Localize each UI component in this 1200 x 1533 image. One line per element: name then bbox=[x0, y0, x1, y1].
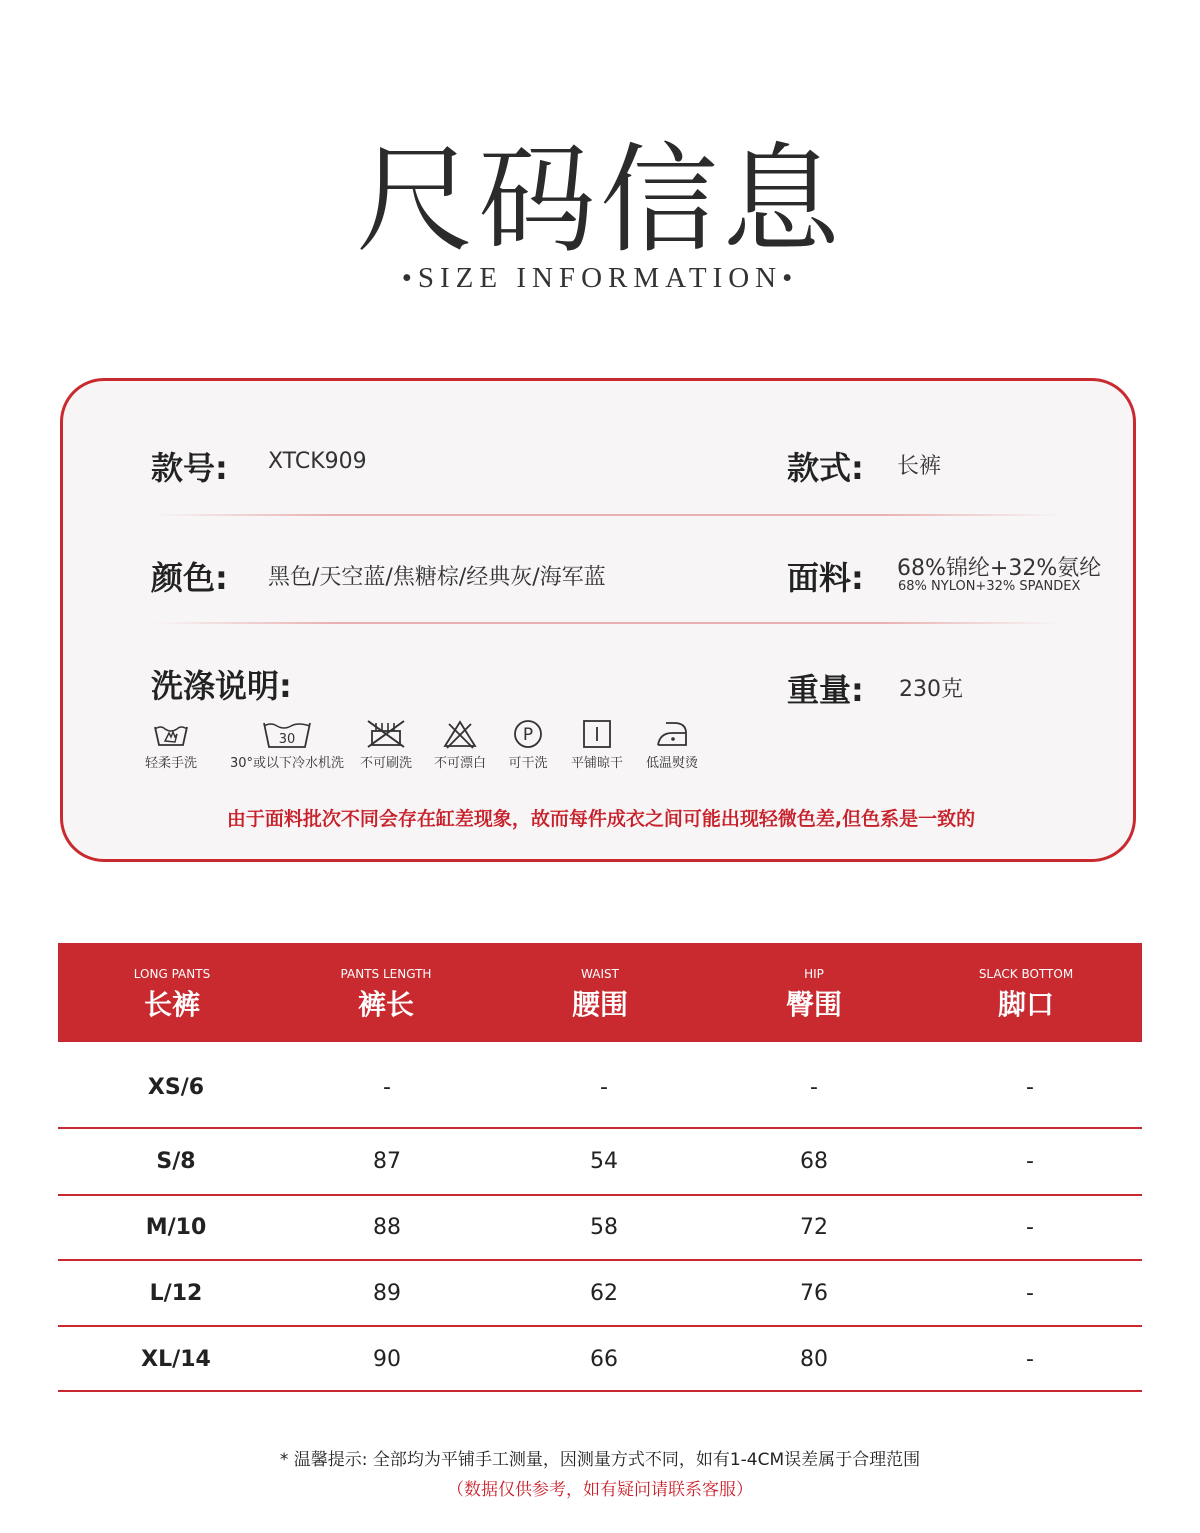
care-label: 不可刷洗 bbox=[359, 756, 412, 771]
care-label: 轻柔手洗 bbox=[144, 756, 197, 771]
low-iron-icon bbox=[652, 719, 692, 749]
weight-label: 重量: bbox=[787, 671, 864, 709]
table-row bbox=[58, 1327, 1142, 1392]
care-label: 平铺晾干 bbox=[570, 756, 623, 771]
header-slack-bottom bbox=[918, 943, 1134, 1023]
header-en: HIP bbox=[804, 967, 824, 981]
table-cell: 90 bbox=[373, 1347, 401, 1372]
size-cell: S/8 bbox=[156, 1149, 196, 1174]
table-cell: - bbox=[1026, 1281, 1034, 1306]
header-en: LONG PANTS bbox=[133, 967, 211, 981]
style-value: 长裤 bbox=[897, 454, 942, 479]
weight-value: 230克 bbox=[899, 677, 963, 702]
header-en: PANTS LENGTH bbox=[340, 967, 432, 981]
wash-label: 洗涤说明: bbox=[151, 667, 292, 705]
size-cell: XS/6 bbox=[147, 1075, 205, 1100]
size-table-header bbox=[58, 943, 1142, 1042]
care-label: 不可漂白 bbox=[433, 756, 486, 771]
table-cell: 80 bbox=[800, 1347, 828, 1372]
machine-wash-30-icon bbox=[261, 719, 313, 749]
no-bleach-icon bbox=[442, 719, 478, 749]
table-cell: - bbox=[383, 1075, 391, 1100]
header-en: WAIST bbox=[581, 967, 619, 981]
care-label: 低温熨烫 bbox=[645, 756, 698, 771]
size-cell: L/12 bbox=[149, 1281, 203, 1306]
size-cell: XL/14 bbox=[141, 1347, 211, 1372]
table-cell: 54 bbox=[590, 1149, 618, 1174]
care-item-hand-wash bbox=[121, 719, 221, 771]
fabric-value-en: 68% NYLON+32% SPANDEX bbox=[898, 579, 1081, 594]
dry-clean-p-icon bbox=[511, 719, 545, 749]
style-no-value: XTCK909 bbox=[268, 449, 367, 474]
style-no-label: 款号: bbox=[151, 449, 228, 487]
table-cell: - bbox=[810, 1075, 818, 1100]
hand-wash-icon bbox=[151, 719, 191, 749]
table-row bbox=[58, 1261, 1142, 1327]
header-long-pants bbox=[64, 943, 280, 1023]
header-waist bbox=[492, 943, 708, 1023]
table-cell: - bbox=[1026, 1347, 1034, 1372]
care-label: 可干洗 bbox=[508, 756, 548, 771]
measurement-tip: * 温馨提示: 全部均为平铺手工测量，因测量方式不同，如有1-4CM误差属于合理范围 bbox=[279, 1450, 921, 1470]
divider bbox=[153, 622, 1061, 624]
header-cn: 腰围 bbox=[571, 988, 628, 1021]
color-difference-notice: 由于面料批次不同会存在缸差现象，故而每件成衣之间可能出现轻微色差,但色系是一致的 bbox=[226, 808, 976, 830]
header-en: SLACK BOTTOM bbox=[978, 967, 1074, 981]
size-table bbox=[58, 943, 1142, 1392]
table-cell: - bbox=[1026, 1215, 1034, 1240]
table-row bbox=[58, 1129, 1142, 1196]
care-item-machine-wash bbox=[228, 719, 346, 771]
header-cn: 裤长 bbox=[357, 988, 414, 1021]
header-hip bbox=[706, 943, 922, 1023]
table-cell: 89 bbox=[373, 1281, 401, 1306]
fabric-value: 68%锦纶+32%氨纶 bbox=[897, 556, 1102, 581]
header-cn: 长裤 bbox=[143, 988, 200, 1021]
header-cn: 脚口 bbox=[997, 988, 1054, 1021]
size-cell: M/10 bbox=[145, 1215, 207, 1240]
table-cell: - bbox=[600, 1075, 608, 1100]
no-brush-icon bbox=[364, 719, 408, 749]
page-title: 尺码信息 bbox=[355, 131, 844, 269]
table-cell: - bbox=[1026, 1149, 1034, 1174]
table-cell: 76 bbox=[800, 1281, 828, 1306]
table-cell: 66 bbox=[590, 1347, 618, 1372]
table-cell: 62 bbox=[590, 1281, 618, 1306]
color-label: 颜色: bbox=[151, 559, 228, 597]
svg-text:30: 30 bbox=[278, 732, 296, 747]
flat-dry-icon bbox=[580, 719, 614, 749]
table-cell: 58 bbox=[590, 1215, 618, 1240]
header-pants-length bbox=[278, 943, 494, 1023]
reference-note: （数据仅供参考，如有疑问请联系客服） bbox=[447, 1480, 753, 1500]
divider bbox=[153, 514, 1061, 516]
table-cell: - bbox=[1026, 1075, 1034, 1100]
svg-text:P: P bbox=[522, 725, 534, 745]
product-info-card bbox=[60, 378, 1136, 862]
care-item-low-iron bbox=[622, 719, 722, 771]
table-cell: 87 bbox=[373, 1149, 401, 1174]
table-row bbox=[58, 1196, 1142, 1261]
table-cell: 88 bbox=[373, 1215, 401, 1240]
page-subtitle: •SIZE INFORMATION• bbox=[401, 262, 799, 294]
fabric-label: 面料: bbox=[787, 559, 864, 597]
header-cn: 臀围 bbox=[785, 988, 842, 1021]
table-row bbox=[58, 1042, 1142, 1129]
table-cell: 72 bbox=[800, 1215, 828, 1240]
color-value: 黑色/天空蓝/焦糖棕/经典灰/海军蓝 bbox=[268, 565, 606, 590]
style-label: 款式: bbox=[787, 449, 864, 487]
table-cell: 68 bbox=[800, 1149, 828, 1174]
care-label: 30°或以下冷水机洗 bbox=[229, 756, 345, 771]
